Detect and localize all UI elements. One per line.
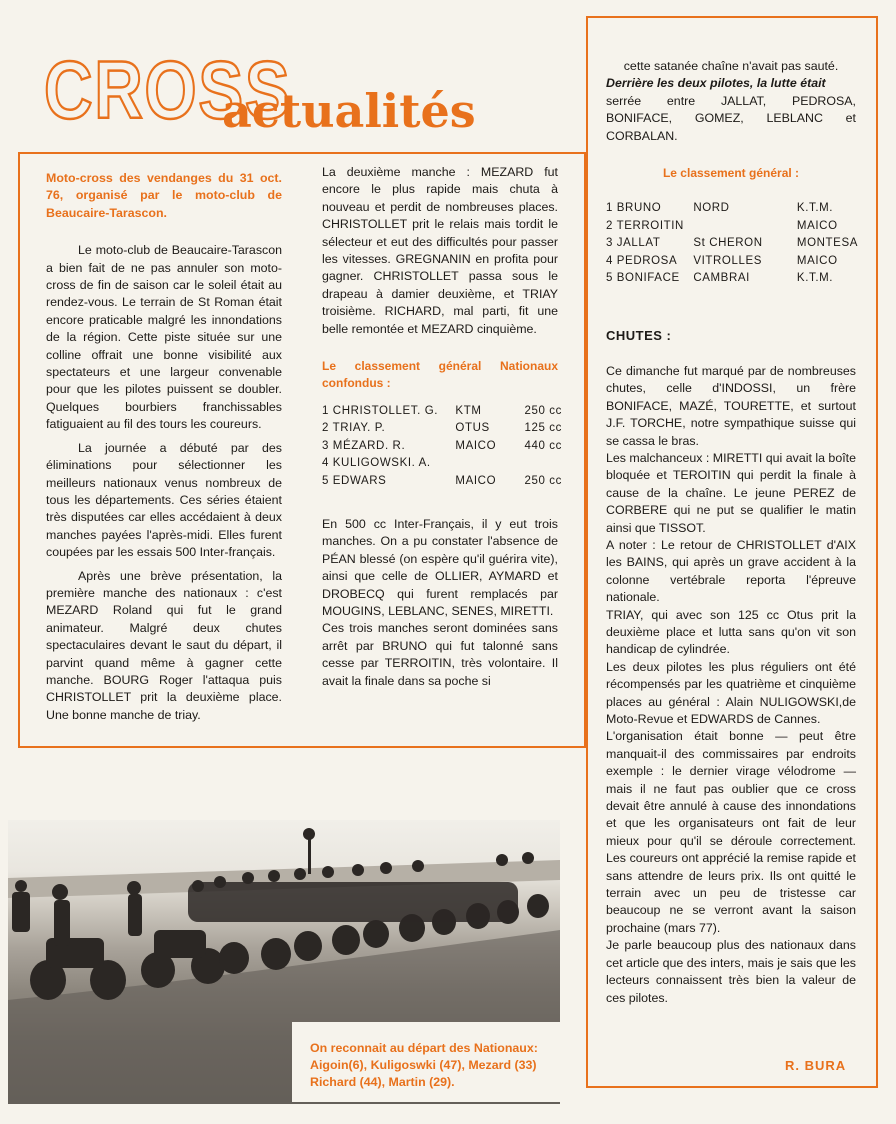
chutes-paragraph-6: L'organisation était bonne — peut être manquait-il des commissaires par endroits exemple : le dernier virage vélodrome — mais il ne faut pas oublier que ce cross devait être annulé à cause des innondations et que les organisateurs ont fait de leur mieux pour qu'il se déroule correctement. Les coureurs ont apprécié la remise rapide et sans attendre de leurs prix. Ils ont quitté le terrain avec un peu de tristesse car beaucoup ne se verront avant la saison prochaine (mars 77).	[606, 729, 856, 935]
table-row: 5 EDWARS MAICO 250 cc	[322, 474, 562, 487]
chutes-paragraph-5: Les deux pilotes les plus réguliers ont été récompensés par les quatrième et cinquième places au général : Alain NULIGOWSKI,de Moto-Revue et EDWARDS de Cannes.	[606, 659, 856, 726]
col3-paragraph-1-cont: serrée entre JALLAT, PEDROSA, BONIFACE, GOMEZ, LEBLANC et CORBALAN.	[606, 93, 856, 143]
title-actualites: actualités	[222, 84, 476, 138]
table-row: 4 PEDROSA VITROLLES MAICO	[606, 254, 838, 267]
chutes-paragraph-2: Les malchanceux : MIRETTI qui avait la boîte bloquée et TEROITIN qui perdit la finale à cause de la chaîne. Le jeune PEREZ de CORBERE qui ne put se qualifier le matin ainsi que TISSOT.	[606, 450, 856, 535]
table-row: 2 TERROITIN MAICO	[606, 219, 838, 232]
col3-paragraph-1: cette satanée chaîne n'avait pas sauté.	[623, 59, 839, 73]
column-1	[46, 170, 282, 724]
table-row: 2 TRIAY. P. OTUS 125 cc	[322, 422, 562, 435]
chutes-paragraph-7: Je parle beaucoup plus des nationaux dans cet article que des inters, mais je sais que les lecteurs connaissent très bien la valeur de ces pilotes.	[606, 938, 856, 1005]
lead-paragraph: Moto-cross des vendanges du 31 oct. 76, organisé par le moto-club de Beaucaire-Tarascon.	[46, 171, 282, 220]
chutes-paragraph-3: A noter : Le retour de CHRISTOLLET d'AIX les BAINS, qui après un grave accident à la colonne vertébrale reporta l'épreuve nationale.	[606, 537, 856, 605]
col1-paragraph-3: Après une brève présentation, la première manche des nationaux : c'est MEZARD Roland qui fut le grand animateur. Malgré deux chutes spectaculaires devant le saut du départ, il parvint quand même à gagner cette manche. BOURG Roger l'attaqua puis CHRISTOLLET prit la deuxième place. Une bonne manche de triay.	[46, 568, 282, 722]
col2-paragraph-2: En 500 cc Inter-Français, il y eut trois manches. On a pu constater l'absence de PÉAN blessé (on espère qu'il guérira vite), ainsi que celle de OLLIER, AYMARD et DROBECQ qui furent remplacés par MOUGINS, LEBLANC, SENES, MIRETTI.	[322, 516, 558, 618]
caption-line-1: On reconnait au départ des Nationaux:	[310, 1041, 538, 1055]
column-3	[606, 58, 856, 1007]
col2-ranking-heading: Le classement général Nationaux confondus :	[322, 359, 558, 391]
col2-paragraph-3: Ces trois manches seront dominées sans arrêt par BRUNO qui fut talonné sans cesse par TERROITIN, très volontaire. Il avait la finale dans sa poche si	[322, 621, 558, 688]
table-row: 3 MÉZARD. R. MAICO 440 cc	[322, 439, 562, 452]
col3-paragraph-1-italic: Derrière les deux pilotes, la lutte était	[606, 76, 826, 91]
table-row: 4 KULIGOWSKI. A.	[322, 457, 431, 470]
table-row: 1 CHRISTOLLET. G. KTM 250 cc	[322, 404, 562, 417]
col1-paragraph-2: La journée a débuté par des éliminations pour sélectionner les meilleurs nationaux venus nombreux de tous les départements. Ces séries étaient très disputées car elles accédaient à deux manches payées l'après-midi. Elles furent coupées par les essais 500 Inter-français.	[46, 440, 282, 560]
author-signature: R. BURA	[785, 1058, 847, 1073]
photo-caption	[292, 1022, 572, 1102]
col3-ranking-table	[606, 200, 858, 287]
col3-ranking-heading: Le classement général :	[662, 166, 800, 181]
title-cross: CROSS	[44, 45, 292, 136]
table-row: 3 JALLAT St CHERON MONTESA	[606, 237, 858, 250]
header-rule	[18, 152, 588, 154]
column-2	[322, 164, 562, 690]
chutes-paragraph-1: Ce dimanche fut marqué par de nombreuses chutes, celle d'INDOSSI, un frère BONIFACE, MAZÉ, TOURETTE, et surtout J.F. TORCHE, notre sympathique suisse qui se cassa le bras.	[606, 363, 856, 448]
caption-line-3: Richard (44), Martin (29).	[310, 1075, 455, 1089]
col2-paragraph-1: La deuxième manche : MEZARD fut encore le plus rapide mais chuta à nouveau et perdit de nombreuses places. CHRISTOLLET prit le relais mais tordit le sélecteur et eut des difficultés pour passer les vitesses. GREGNANIN en profita pour gagner. CHRISTOLLET passa sous le drapeau à damier deuxième, et TRIAY troisième. RICHARD, mal parti, fit une belle remontée et MEZARD cinquième.	[322, 165, 558, 336]
table-row: 5 BONIFACE CAMBRAI K.T.M.	[606, 272, 834, 285]
table-row: 1 BRUNO NORD K.T.M.	[606, 202, 834, 215]
caption-line-2: Aigoin(6), Kuligoswki (47), Mezard (33)	[310, 1058, 537, 1072]
col2-ranking-table	[322, 403, 562, 490]
col1-paragraph-1: Le moto-club de Beaucaire-Tarascon a bien fait de ne pas annuler son moto-cross de fin de saison car le soleil était au rendez-vous. Le terrain de St Roman était encore praticable malgré les innondations de la région. Cette piste située sur une colline offrait une bonne visibilité aux spectateurs et une largeur convenable pour que les pilotes puissent se doubler. Quelques bourbiers franchissables fatiguaient au fil des tours les coureurs.	[46, 243, 282, 432]
chutes-paragraph-4: TRIAY, qui avec son 125 cc Otus prit la deuxième place et lutta sans qu'on vit son handicap de cylindrée.	[606, 607, 856, 657]
chutes-heading: CHUTES :	[606, 328, 672, 344]
